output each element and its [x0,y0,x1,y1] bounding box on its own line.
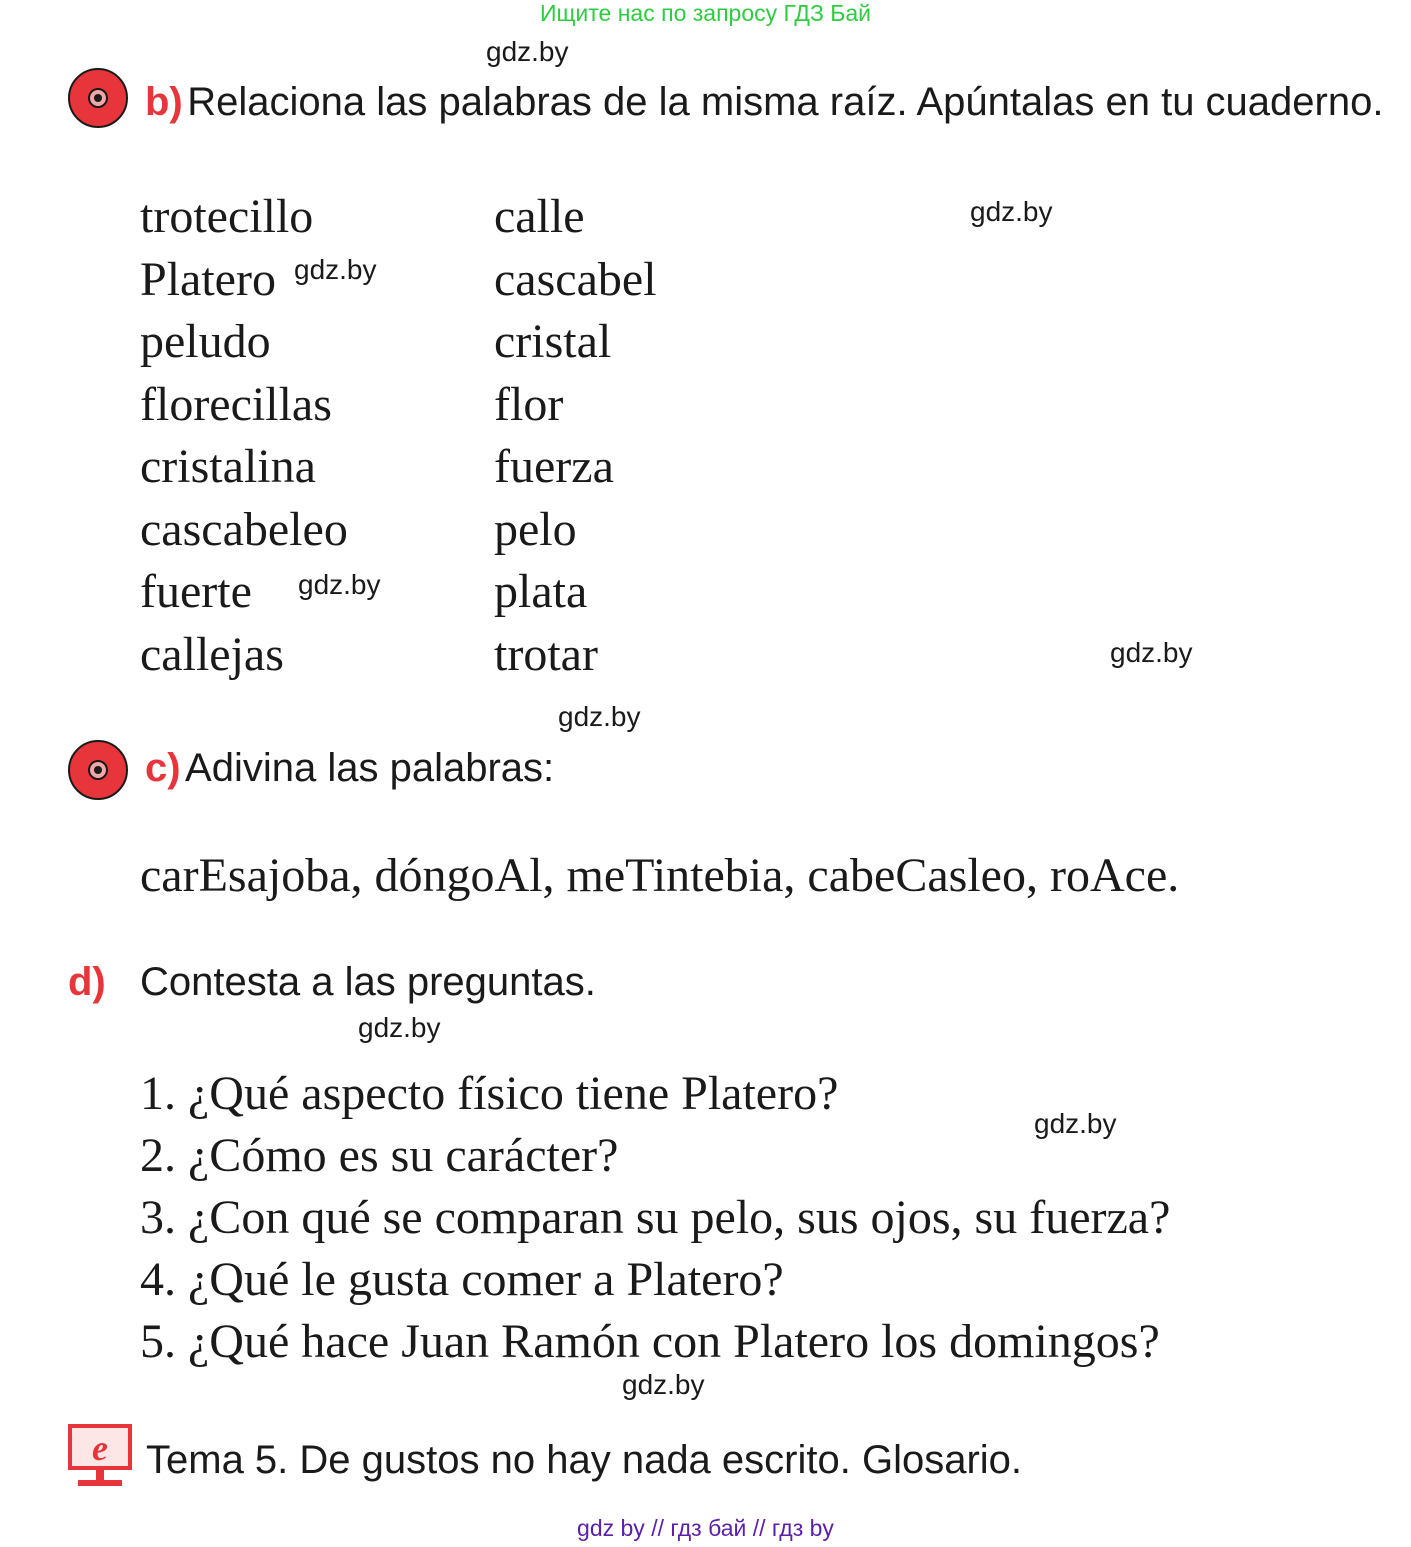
watermark: gdz.by [486,36,569,67]
list-item: cristalina [140,440,316,493]
list-item: fuerza [494,440,614,493]
section-d-instruction: Contesta a las preguntas. [140,960,596,1004]
list-item: plata [494,565,588,618]
e-monitor-icon[interactable] [68,1424,132,1488]
watermark: gdz.by [970,196,1053,227]
list-item: cristal [494,315,612,368]
watermark: gdz.by [298,569,381,600]
list-item: cascabel [494,252,657,306]
section-c-instruction: Adivina las palabras: [185,746,555,790]
question-item: 3. ¿Con qué se comparan su pelo, sus ojos, su fuerza? [140,1191,1171,1244]
word-column-right [494,190,657,693]
section-d-letter: d) [68,960,106,1004]
list-item: trotecillo [140,190,314,243]
section-c-letter: c) [145,746,181,790]
audio-disc-icon[interactable] [68,740,128,800]
glossary-link[interactable]: Tema 5. De gustos no hay nada escrito. Glosario. [146,1438,1023,1482]
list-item: callejas [140,627,284,681]
list-item: trotar [494,627,598,681]
list-item: fuerte [140,565,252,618]
section-b-letter: b) [145,80,183,124]
watermark: gdz.by [622,1369,705,1400]
list-item: flor [494,377,564,431]
audio-disc-icon[interactable] [68,68,128,128]
watermark: gdz.by [558,701,641,732]
top-banner: Ищите нас по запросу ГДЗ Бай [539,0,872,26]
watermark: gdz.by [358,1012,441,1043]
question-list [140,1067,1171,1380]
question-item: 5. ¿Qué hace Juan Ramón con Platero los domingos? [140,1315,1160,1368]
question-item: 2. ¿Cómo es su carácter? [140,1129,619,1182]
word-column-left [140,190,348,693]
watermark: gdz.by [1110,637,1193,668]
list-item: peludo [140,315,271,368]
e-letter: e [92,1428,108,1468]
question-item: 1. ¿Qué aspecto físico tiene Platero? [140,1067,839,1120]
scrambled-words: carEsajoba, dóngoAl, meTintebia, cabeCasleo, roAce. [140,849,1180,902]
list-item: Platero [140,252,276,306]
list-item: florecillas [140,377,332,431]
question-item: 4. ¿Qué le gusta comer a Platero? [140,1253,784,1306]
section-c-heading [145,746,554,791]
list-item: cascabeleo [140,502,348,556]
section-b-heading [145,80,1383,125]
list-item: calle [494,190,585,243]
watermark: gdz.by [1034,1108,1117,1139]
watermark: gdz.by [294,254,377,285]
section-b-instruction: Relaciona las palabras de la misma raíz. Apúntalas en tu cuaderno. [187,80,1384,124]
footer: gdz by // гдз бай // гдз by [577,1515,834,1541]
list-item: pelo [494,502,577,556]
